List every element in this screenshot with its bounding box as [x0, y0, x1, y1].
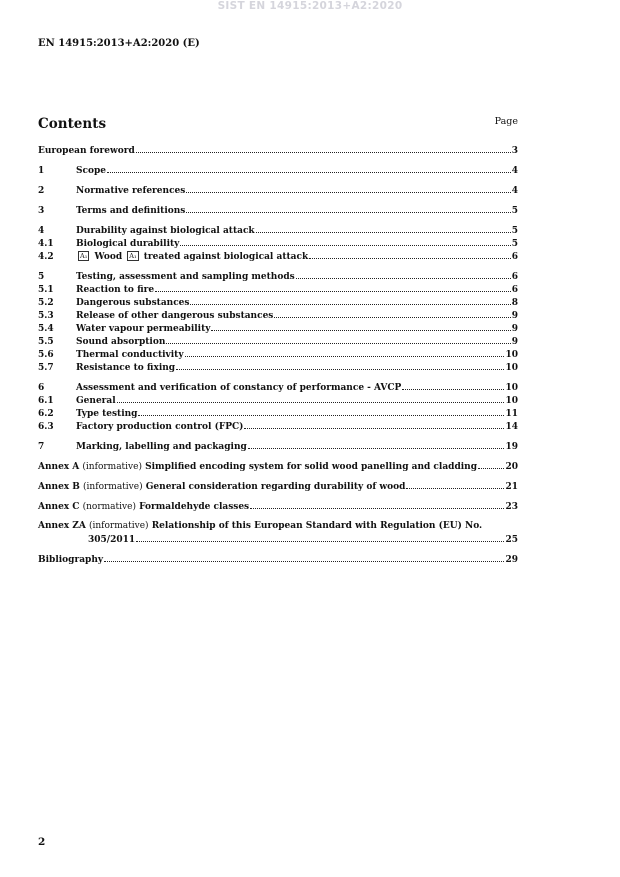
dot-leader: [309, 250, 511, 259]
toc-entry-page: 10: [505, 363, 518, 373]
toc-entry-3[interactable]: [38, 204, 518, 217]
toc-entry-5-3[interactable]: [38, 309, 518, 322]
annex-kind: (normative): [82, 502, 136, 512]
toc-entry-page: 29: [505, 555, 518, 565]
annex-kind: (informative): [83, 482, 143, 492]
page-column-label: Page: [494, 116, 518, 127]
toc-entry-title: Bibliography: [38, 555, 104, 565]
toc-entry-bibliography[interactable]: [38, 553, 518, 566]
page-number: 2: [38, 836, 46, 848]
toc-entry-page: 6: [511, 252, 518, 262]
toc-entry-title: Water vapour permeability: [76, 324, 211, 334]
toc-entry-page: 9: [511, 324, 518, 334]
toc-annex-c[interactable]: [38, 500, 518, 513]
dot-leader: [136, 144, 511, 153]
toc-entry-page: 5: [511, 226, 518, 236]
toc-entry-title: [38, 461, 477, 474]
annex-title: Formaldehyde classes: [139, 502, 250, 512]
toc-entry-page: 20: [505, 462, 518, 472]
toc-entry-title: [38, 520, 482, 533]
section-number: 5.2: [38, 298, 54, 308]
toc-entry-page: 3: [511, 146, 518, 156]
dot-leader: [107, 164, 511, 173]
dot-leader: [296, 270, 511, 279]
dot-leader: [274, 309, 510, 318]
toc-entry-6-3[interactable]: [38, 420, 518, 433]
toc-entry-page: 25: [505, 535, 518, 545]
contents-header: [38, 113, 518, 132]
toc-entry-title: General: [76, 396, 116, 406]
toc-entry-5-5[interactable]: [38, 335, 518, 348]
dot-leader: [478, 460, 504, 469]
document-identifier: EN 14915:2013+A2:2020 (E): [38, 38, 200, 49]
section-number: 5: [38, 272, 45, 282]
dot-leader: [176, 361, 504, 370]
section-number: 1: [38, 166, 45, 176]
dot-leader: [244, 420, 504, 429]
toc-entry-4-2[interactable]: [38, 250, 518, 263]
toc-entry-title: Release of other dangerous substances: [76, 311, 274, 321]
toc-entry-title: Normative references: [76, 186, 186, 196]
toc-entry-6-2[interactable]: [38, 407, 518, 420]
toc-annex-b[interactable]: [38, 480, 518, 493]
annex-kind: (informative): [89, 521, 149, 531]
toc-entry-5-1[interactable]: [38, 283, 518, 296]
toc-entry-page: 19: [505, 442, 518, 452]
toc-entry-title: Biological durability: [76, 239, 180, 249]
toc-entry-page: 6: [511, 272, 518, 282]
annex-title-continued: 305/2011: [88, 535, 136, 545]
toc-entry-title: Durability against biological attack: [76, 226, 255, 236]
section-number: 5.4: [38, 324, 54, 334]
dot-leader: [256, 224, 511, 233]
toc-entry-page: 4: [511, 166, 518, 176]
dot-leader: [250, 500, 504, 509]
annex-label: Annex A: [38, 462, 80, 472]
dot-leader: [211, 322, 510, 331]
toc-entry-foreword[interactable]: [38, 144, 518, 157]
toc-annex-za[interactable]: [38, 520, 518, 533]
toc-entry-title: [76, 251, 308, 264]
annex-label: Annex ZA: [38, 521, 86, 531]
section-number: 5.3: [38, 311, 54, 321]
dot-leader: [136, 533, 504, 542]
dot-leader: [180, 237, 510, 246]
dot-leader: [185, 348, 505, 357]
toc-entry-5-7[interactable]: [38, 361, 518, 374]
toc-entry-page: 10: [505, 350, 518, 360]
dot-leader: [190, 296, 510, 305]
table-of-contents: [38, 144, 518, 566]
toc-entry-page: 11: [505, 409, 518, 419]
section-number: 5.1: [38, 285, 54, 295]
annex-title: General consideration regarding durability of wood: [145, 482, 406, 492]
toc-entry-page: 23: [505, 502, 518, 512]
toc-entry-page: 9: [511, 311, 518, 321]
annex-title: Simplified encoding system for solid wood panelling and cladding: [145, 462, 477, 472]
toc-entry-title: Reaction to fire: [76, 285, 155, 295]
dot-leader: [406, 480, 504, 489]
toc-entry-page: 10: [505, 383, 518, 393]
toc-entry-4[interactable]: [38, 224, 518, 237]
dot-leader: [155, 283, 511, 292]
dot-leader: [117, 394, 505, 403]
annex-title: Relationship of this European Standard with Regulation (EU) No.: [151, 521, 483, 531]
dot-leader: [166, 335, 510, 344]
amendment-start-marker: A₁: [80, 252, 88, 260]
annex-label: Annex C: [38, 502, 80, 512]
toc-entry-5-2[interactable]: [38, 296, 518, 309]
toc-entry-page: 5: [511, 206, 518, 216]
toc-entry-title: [38, 481, 405, 494]
section-number: 2: [38, 186, 45, 196]
toc-annex-a[interactable]: [38, 460, 518, 473]
toc-entry-4-1[interactable]: [38, 237, 518, 250]
toc-entry-title: Type testing: [76, 409, 138, 419]
toc-entry-page: 21: [505, 482, 518, 492]
toc-entry-title: Sound absorption: [76, 337, 166, 347]
toc-entry-title-part: treated against biological attack: [143, 252, 309, 262]
section-number: 6.1: [38, 396, 54, 406]
toc-entry-page: 8: [511, 298, 518, 308]
toc-entry-page: 9: [511, 337, 518, 347]
toc-annex-za-continued[interactable]: [38, 533, 518, 546]
toc-entry-title: Scope: [76, 166, 107, 176]
toc-entry-1[interactable]: [38, 164, 518, 177]
toc-entry-2[interactable]: [38, 184, 518, 197]
toc-entry-page: 14: [505, 422, 518, 432]
toc-entry-page: 5: [511, 239, 518, 249]
toc-entry-title: Terms and definitions: [76, 206, 186, 216]
toc-entry-7[interactable]: [38, 440, 518, 453]
watermark: SIST EN 14915:2013+A2:2020: [217, 0, 403, 12]
toc-entry-title: Assessment and verification of constancy of performance - AVCP: [76, 383, 402, 393]
section-number: 4.1: [38, 239, 54, 249]
section-number: 4.2: [38, 252, 54, 262]
toc-entry-title: Testing, assessment and sampling methods: [76, 272, 295, 282]
toc-entry-5[interactable]: [38, 270, 518, 283]
toc-entry-title: European foreword: [38, 146, 135, 156]
dot-leader: [138, 407, 504, 416]
toc-entry-5-4[interactable]: [38, 322, 518, 335]
toc-entry-title: Dangerous substances: [76, 298, 190, 308]
section-number: 5.5: [38, 337, 54, 347]
dot-leader: [402, 381, 504, 390]
section-number: 6.3: [38, 422, 54, 432]
toc-entry-5-6[interactable]: [38, 348, 518, 361]
toc-entry-title: Factory production control (FPC): [76, 422, 244, 432]
section-number: 5.6: [38, 350, 54, 360]
toc-entry-title: Marking, labelling and packaging: [76, 442, 247, 452]
toc-entry-title: Thermal conductivity: [76, 350, 184, 360]
contents-title: Contents: [38, 116, 107, 132]
section-number: 3: [38, 206, 45, 216]
dot-leader: [104, 553, 504, 562]
section-number: 6: [38, 383, 45, 393]
toc-entry-6[interactable]: [38, 381, 518, 394]
toc-entry-6-1[interactable]: [38, 394, 518, 407]
amendment-end-marker: A₁: [129, 252, 137, 260]
annex-kind: (informative): [82, 462, 142, 472]
toc-entry-title-part: Wood: [94, 252, 123, 262]
toc-entry-title: [38, 501, 249, 514]
dot-leader: [186, 184, 510, 193]
dot-leader: [248, 440, 505, 449]
toc-entry-page: 6: [511, 285, 518, 295]
section-number: 4: [38, 226, 45, 236]
annex-label: Annex B: [38, 482, 80, 492]
section-number: 6.2: [38, 409, 54, 419]
toc-entry-title: Resistance to fixing: [76, 363, 176, 373]
section-number: 7: [38, 442, 45, 452]
dot-leader: [186, 204, 510, 213]
section-number: 5.7: [38, 363, 54, 373]
toc-entry-page: 10: [505, 396, 518, 406]
toc-entry-page: 4: [511, 186, 518, 196]
